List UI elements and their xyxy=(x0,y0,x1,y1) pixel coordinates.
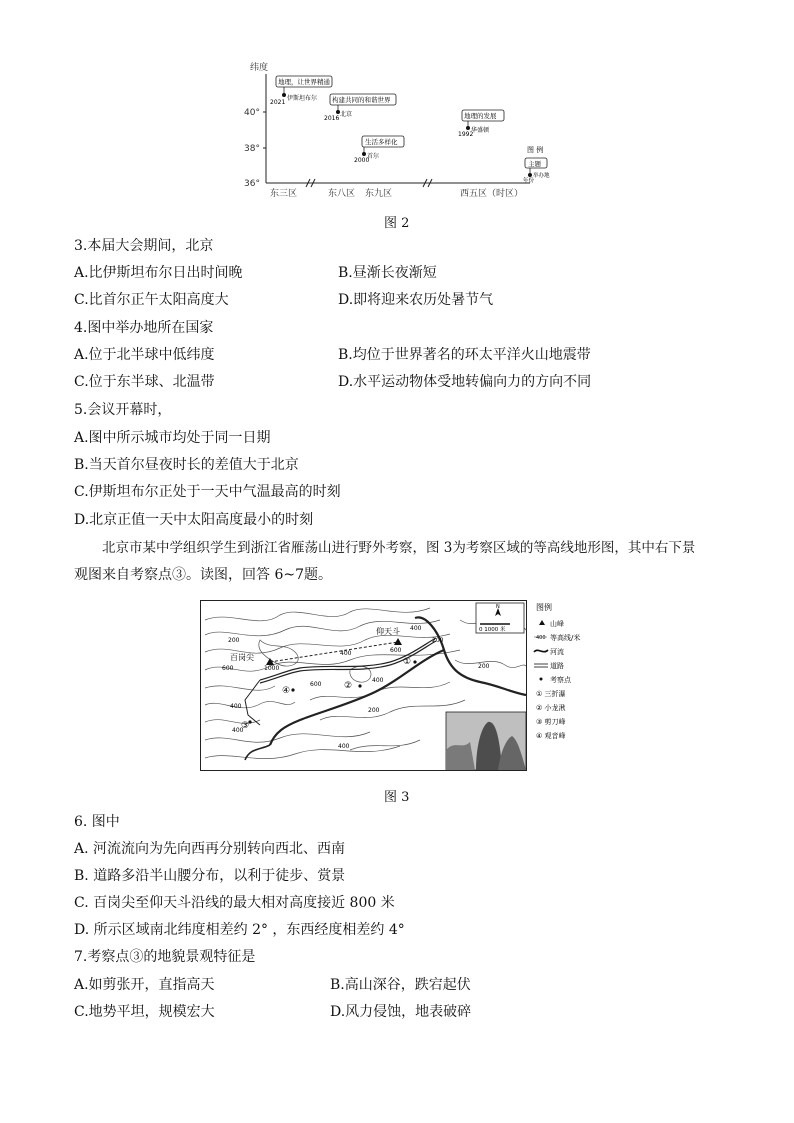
event-seoul-year: 2000 xyxy=(354,157,370,164)
fig2-legend-title: 图 例 xyxy=(527,146,544,154)
event-beijing-theme: 构建共同的和谐世界 xyxy=(332,96,391,104)
legend-site: 考察点 xyxy=(550,676,571,684)
q3-stem: 3.本届大会期间，北京 xyxy=(74,238,214,254)
contour-label: 400 xyxy=(372,677,384,684)
peak-baigangjian: 百岗尖 xyxy=(230,653,254,662)
event-istanbul-year: 2021 xyxy=(270,99,286,106)
contour-label: 400 xyxy=(340,650,352,657)
contour-label: 600 xyxy=(222,665,234,672)
q3-option-d: D.即将迎来农历处暑节气 xyxy=(338,292,494,308)
q3-option-a: A.比伊斯坦布尔日出时间晚 xyxy=(74,265,243,281)
q6-option-b: B. 道路多沿半山腰分布，以利于徒步、赏景 xyxy=(74,868,346,884)
q5-option-c: C.伊斯坦布尔正处于一天中气温最高的时刻 xyxy=(74,484,341,500)
event-seoul-city: 首尔 xyxy=(367,153,380,160)
q7-option-b: B.高山深谷，跌宕起伏 xyxy=(330,977,471,993)
event-washington-theme: 地理的发展 xyxy=(464,112,497,120)
legend-river: 河流 xyxy=(550,648,564,656)
x-tick-w5: 西五区（时区） xyxy=(460,189,524,199)
legend-peak: 山峰 xyxy=(550,620,564,628)
q4-option-d: D.水平运动物体受地转偏向力的方向不同 xyxy=(338,374,592,390)
q6-option-d: D. 所示区域南北纬度相差约 2° ，东西经度相差约 4° xyxy=(74,922,405,938)
q5-option-b: B.当天首尔昼夜时长的差值大于北京 xyxy=(74,457,299,473)
q3-option-b: B.昼渐长夜渐短 xyxy=(338,265,437,281)
contour-label: 600 xyxy=(390,647,402,654)
q5-stem: 5.会议开幕时， xyxy=(74,402,172,418)
contour-label: 400 xyxy=(230,703,242,710)
intro-line-2: 观图来自考察点③。读图，回答 6~7题。 xyxy=(74,567,332,583)
x-tick-e9: 东九区 xyxy=(365,189,393,199)
contour-label: 200 xyxy=(368,707,380,714)
legend-site-1: ① 三折瀑 xyxy=(536,690,566,698)
q5-option-a: A.图中所示城市均处于同一日期 xyxy=(74,430,271,446)
event-washington-year: 1992 xyxy=(458,131,474,138)
q4-option-c: C.位于东半球、北温带 xyxy=(74,374,215,390)
event-beijing-year: 2016 xyxy=(324,115,340,122)
q6-option-c: C. 百岗尖至仰天斗沿线的最大相对高度接近 800 米 xyxy=(74,895,395,911)
event-istanbul-city: 伊斯坦布尔 xyxy=(287,95,318,102)
legend-site-3: ③ 剪刀峰 xyxy=(536,718,566,726)
event-washington-city: 华盛顿 xyxy=(471,127,490,134)
legend-contour: 等高线/米 xyxy=(550,634,581,642)
y-axis-label: 纬度 xyxy=(250,63,269,73)
figure-3-map xyxy=(200,600,594,772)
event-istanbul-theme: 地理，让世界精通 xyxy=(278,78,330,86)
q7-option-c: C.地势平坦，规模宏大 xyxy=(74,1004,215,1020)
figure-3 xyxy=(200,600,594,772)
legend-site-2: ② 小龙湫 xyxy=(536,704,566,712)
legend-contour-num: 400 xyxy=(536,635,546,641)
contour-label: 200 xyxy=(228,637,240,644)
q3-option-c: C.比首尔正午太阳高度大 xyxy=(74,292,229,308)
y-tick-38: 38° xyxy=(244,144,260,154)
q4-stem: 4.图中举办地所在国家 xyxy=(74,320,214,336)
fig3-legend-title: 图例 xyxy=(536,603,552,612)
q7-stem: 7.考察点③的地貌景观特征是 xyxy=(74,949,256,965)
peak-yangtiandou: 仰天斗 xyxy=(376,627,400,636)
contour-label: 1000 xyxy=(264,665,280,672)
contour-label: 400 xyxy=(232,727,244,734)
figure-2-chart xyxy=(240,60,570,210)
y-tick-40: 40° xyxy=(244,108,260,118)
q6-stem: 6. 图中 xyxy=(74,814,120,830)
q4-option-a: A.位于北半球中低纬度 xyxy=(74,347,215,363)
q7-option-a: A.如剪张开，直指高天 xyxy=(74,977,215,993)
contour-label: 600 xyxy=(310,681,322,688)
legend-road: 道路 xyxy=(550,662,564,670)
figure-2 xyxy=(240,60,570,210)
q7-option-d: D.风力侵蚀，地表破碎 xyxy=(330,1004,472,1020)
q5-option-d: D.北京正值一天中太阳高度最小的时刻 xyxy=(74,512,314,528)
point-4: ④ xyxy=(282,686,291,696)
contour-label: 400 xyxy=(338,743,350,750)
q4-option-b: B.均位于世界著名的环太平洋火山地震带 xyxy=(338,347,591,363)
point-2: ② xyxy=(344,681,353,691)
figure-2-caption: 图 2 xyxy=(384,216,410,231)
event-beijing-city: 北京 xyxy=(340,111,353,118)
point-3: ③ xyxy=(241,721,250,731)
fig2-legend-city: 举办地 xyxy=(533,173,550,179)
contour-label: 200 xyxy=(432,637,444,644)
y-tick-36: 36° xyxy=(244,179,260,189)
figure-3-caption: 图 3 xyxy=(384,790,410,805)
point-1: ① xyxy=(403,657,412,667)
fig2-legend-theme: 主题 xyxy=(528,160,541,168)
legend-site-4: ④ 观音峰 xyxy=(536,732,566,740)
contour-label: 200 xyxy=(478,663,490,670)
event-seoul-theme: 生活多样化 xyxy=(365,138,398,146)
q6-option-a: A. 河流流向为先向西再分别转向西北、西南 xyxy=(74,841,346,857)
contour-label: 400 xyxy=(410,625,422,632)
x-tick-e8: 东八区 xyxy=(328,189,356,199)
fig2-legend-year: 年份 xyxy=(523,178,535,184)
x-tick-e3: 东三区 xyxy=(270,189,298,199)
fig3-legend xyxy=(534,602,580,740)
north-label: N xyxy=(496,604,500,610)
intro-line-1: 北京市某中学组织学生到浙江省雁荡山进行野外考察，图 3为考察区域的等高线地形图，其中右下景 xyxy=(102,540,696,556)
scale-label: 0 1000 米 xyxy=(479,627,506,633)
